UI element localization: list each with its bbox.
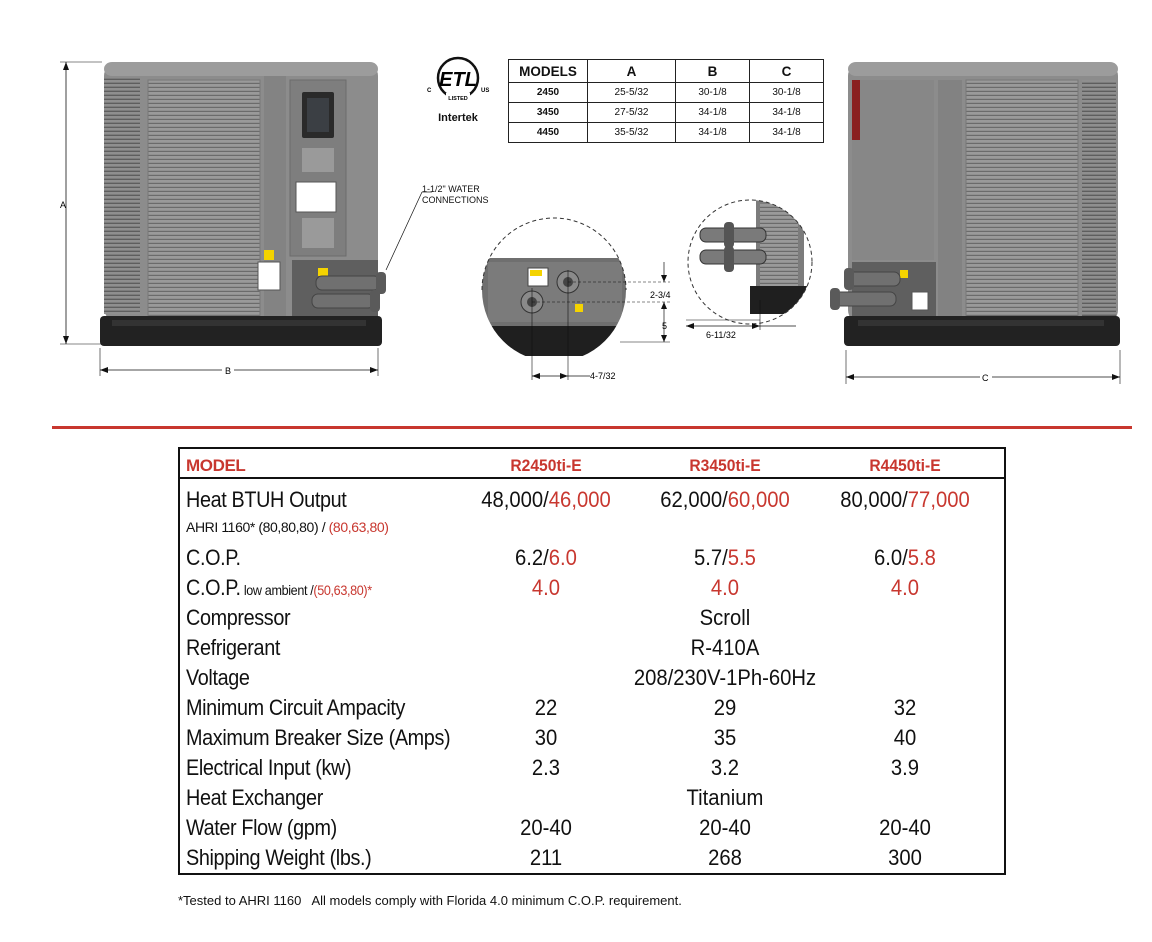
table-cell: 27-5/32	[588, 103, 676, 123]
footnote: *Tested to AHRI 1160 All models comply with Florida 4.0 minimum C.O.P. requirement.	[178, 893, 682, 908]
weight-r2450: 211	[529, 845, 563, 870]
mca-r4450: 32	[893, 695, 917, 720]
model-r3450-header: R3450ti-E	[689, 456, 761, 475]
input-r3450: 3.2	[710, 755, 740, 780]
weight-label: Shipping Weight (lbs.)	[186, 845, 372, 870]
table-cell: 34-1/8	[749, 123, 823, 143]
svg-text:US: US	[481, 88, 490, 94]
cop-r2450: 6.2/6.0	[515, 545, 577, 570]
dim-c-label: C	[982, 373, 989, 383]
table-cell: 34-1/8	[676, 123, 750, 143]
table-row	[509, 83, 824, 103]
section-divider	[52, 426, 1132, 429]
table-cell: 34-1/8	[676, 103, 750, 123]
front-view-unit	[100, 62, 386, 346]
model-header-label: MODEL	[186, 456, 246, 475]
detail-2-3-4-label: 2-3/4	[650, 290, 671, 300]
heat-btuh-r3450: 62,000/60,000	[660, 487, 790, 512]
table-cell: 4450	[509, 123, 588, 143]
table-cell: 3450	[509, 103, 588, 123]
table-cell: 35-5/32	[588, 123, 676, 143]
heat-btuh-label: Heat BTUH Output	[186, 487, 347, 512]
detail-5-label: 5	[662, 321, 668, 331]
table-cell: 30-1/8	[676, 83, 750, 103]
weight-r3450: 268	[708, 845, 742, 870]
cop-low-r4450: 4.0	[890, 575, 920, 600]
detail-view-side	[686, 198, 816, 328]
dimensions-header-row	[509, 60, 824, 83]
svg-text:LISTED: LISTED	[448, 96, 468, 102]
table-cell: 2450	[509, 83, 588, 103]
refrigerant-label: Refrigerant	[186, 635, 280, 660]
cop-r3450: 5.7/5.5	[694, 545, 756, 570]
weight-r4450: 300	[888, 845, 922, 870]
water-callout-line1: 1-1/2" WATER	[422, 184, 480, 194]
mca-r2450: 22	[534, 695, 558, 720]
mca-label: Minimum Circuit Ampacity	[186, 695, 406, 720]
input-label: Electrical Input (kw)	[186, 755, 352, 780]
breaker-label: Maximum Breaker Size (Amps)	[186, 725, 451, 750]
exchanger-value: Titanium	[686, 785, 764, 810]
dim-a-label: A	[60, 200, 67, 210]
breaker-r3450: 35	[713, 725, 737, 750]
table-row	[509, 123, 824, 143]
cop-low-label: C.O.P. low ambient /(50,63,80)*	[186, 575, 372, 600]
flow-label: Water Flow (gpm)	[186, 815, 337, 840]
mca-r3450: 29	[713, 695, 737, 720]
dim-b-label: B	[225, 366, 232, 376]
dim-header-a: A	[588, 60, 676, 83]
table-cell: 25-5/32	[588, 83, 676, 103]
heat-btuh-r2450: 48,000/46,000	[481, 487, 611, 512]
flow-r3450: 20-40	[699, 815, 751, 840]
heat-btuh-r4450: 80,000/77,000	[840, 487, 970, 512]
dim-header-b: B	[676, 60, 750, 83]
water-connections-callout	[422, 184, 489, 206]
flow-r2450: 20-40	[520, 815, 572, 840]
cop-low-r3450: 4.0	[710, 575, 740, 600]
breaker-r2450: 30	[534, 725, 558, 750]
cop-label: C.O.P.	[186, 545, 241, 570]
compressor-value: Scroll	[699, 605, 751, 630]
dim-header-models: MODELS	[509, 60, 588, 83]
voltage-value: 208/230V-1Ph-60Hz	[633, 665, 817, 690]
dimensions-table	[508, 59, 824, 143]
ahri-conditions: AHRI 1160* (80,80,80) / (80,63,80)	[186, 519, 389, 535]
cop-low-r2450: 4.0	[531, 575, 561, 600]
etl-certification	[418, 54, 498, 124]
specifications-table	[178, 447, 1006, 875]
intertek-label: Intertek	[438, 112, 478, 124]
detail-view-connections	[480, 218, 630, 368]
table-cell: 30-1/8	[749, 83, 823, 103]
header-rule	[180, 477, 1004, 479]
breaker-r4450: 40	[893, 725, 917, 750]
detail-4-7-32-label: 4-7/32	[590, 371, 616, 381]
refrigerant-value: R-410A	[690, 635, 760, 660]
table-row	[509, 103, 824, 123]
spec-header-row	[180, 453, 1004, 477]
svg-text:ETL: ETL	[439, 69, 477, 91]
dim-header-c: C	[749, 60, 823, 83]
cop-r4450: 6.0/5.8	[874, 545, 936, 570]
exchanger-label: Heat Exchanger	[186, 785, 323, 810]
etl-listed-logo	[418, 54, 498, 106]
water-callout-line2: CONNECTIONS	[422, 195, 489, 205]
side-view-unit	[830, 62, 1120, 346]
table-cell: 34-1/8	[749, 103, 823, 123]
model-r4450-header: R4450ti-E	[869, 456, 941, 475]
compressor-label: Compressor	[186, 605, 291, 630]
detail-6-11-32-label: 6-11/32	[706, 330, 736, 340]
input-r2450: 2.3	[531, 755, 561, 780]
model-r2450-header: R2450ti-E	[510, 456, 582, 475]
svg-text:C: C	[427, 88, 432, 94]
flow-r4450: 20-40	[879, 815, 931, 840]
voltage-label: Voltage	[186, 665, 250, 690]
input-r4450: 3.9	[890, 755, 920, 780]
